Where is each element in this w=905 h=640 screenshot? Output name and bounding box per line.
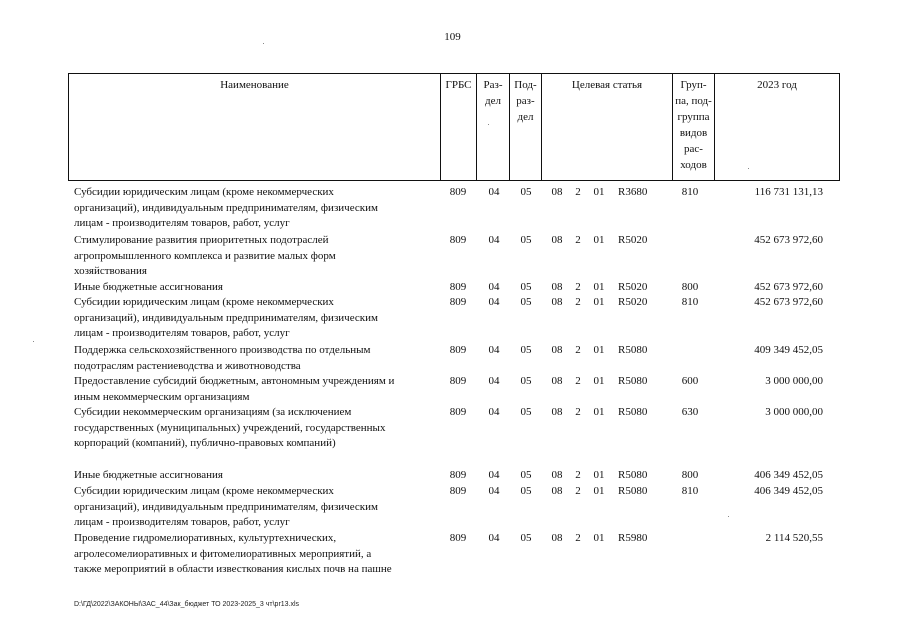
row-expense-group: 600: [681, 375, 699, 387]
row-name: Поддержка сельскохозяйственного производства по отдельным подотраслям растениеводства и животноводства: [74, 344, 371, 372]
row-target-program: 08: [551, 281, 563, 293]
header-grbs: ГРБС: [441, 74, 477, 180]
row-target-event: 01: [593, 375, 605, 387]
row-target-event: 01: [593, 281, 605, 293]
row-name: Иные бюджетные ассигнования: [74, 281, 223, 293]
row-target-subprogram: 2: [575, 532, 581, 544]
row-target-program: 08: [551, 186, 563, 198]
row-target-program: 08: [551, 406, 563, 418]
row-target-code: R5080: [618, 469, 648, 481]
row-target-event: 01: [593, 186, 605, 198]
row-target-subprogram: 2: [575, 406, 581, 418]
row-razdel: 04: [488, 296, 500, 308]
row-target-program: 08: [551, 485, 563, 497]
row-amount: 406 349 452,05: [754, 485, 823, 497]
row-target-code: R5980: [618, 532, 648, 544]
row-name: Субсидии юридическим лицам (кроме некоммерческих организаций), индивидуальным предпринимателям, физическим лицам - производителям товаров, работ, услуг: [74, 186, 378, 229]
row-amount: 3 000 000,00: [765, 375, 823, 387]
row-podrazdel: 05: [520, 281, 532, 293]
row-target-event: 01: [593, 296, 605, 308]
scan-speck: [263, 43, 264, 44]
header-razdel: Раз- дел: [477, 74, 510, 180]
row-target-event: 01: [593, 344, 605, 356]
row-target-subprogram: 2: [575, 469, 581, 481]
row-target-program: 08: [551, 344, 563, 356]
row-name: Стимулирование развития приоритетных подотраслей агропромышленного комплекса и развитие малых форм хозяйствования: [74, 234, 336, 277]
row-grbs: 809: [449, 532, 467, 544]
row-name: Субсидии юридическим лицам (кроме некоммерческих организаций), индивидуальным предпринимателям, физическим лицам - производителям товаров, работ, услуг: [74, 296, 378, 339]
row-expense-group: 630: [681, 406, 699, 418]
row-razdel: 04: [488, 234, 500, 246]
row-grbs: 809: [449, 469, 467, 481]
header-podrazdel: Под- раз- дел: [510, 74, 542, 180]
scan-speck: [488, 124, 489, 125]
row-grbs: 809: [449, 375, 467, 387]
row-name: Иные бюджетные ассигнования: [74, 469, 223, 481]
row-razdel: 04: [488, 406, 500, 418]
row-amount: 409 349 452,05: [754, 344, 823, 356]
row-target-code: R5080: [618, 406, 648, 418]
row-target-code: R5020: [618, 281, 648, 293]
row-podrazdel: 05: [520, 186, 532, 198]
row-grbs: 809: [449, 281, 467, 293]
row-podrazdel: 05: [520, 406, 532, 418]
row-amount: 2 114 520,55: [765, 532, 823, 544]
row-target-code: R3680: [618, 186, 648, 198]
row-target-subprogram: 2: [575, 296, 581, 308]
row-razdel: 04: [488, 344, 500, 356]
row-expense-group: 800: [681, 281, 699, 293]
row-target-program: 08: [551, 296, 563, 308]
row-target-subprogram: 2: [575, 344, 581, 356]
row-target-event: 01: [593, 485, 605, 497]
header-target-article: Целевая статья: [542, 74, 673, 180]
row-target-subprogram: 2: [575, 186, 581, 198]
row-target-subprogram: 2: [575, 375, 581, 387]
row-expense-group: 810: [681, 186, 699, 198]
row-target-code: R5080: [618, 375, 648, 387]
row-grbs: 809: [449, 406, 467, 418]
row-target-code: R5080: [618, 485, 648, 497]
row-target-event: 01: [593, 406, 605, 418]
row-razdel: 04: [488, 485, 500, 497]
scan-speck: [748, 168, 749, 169]
row-amount: 3 000 000,00: [765, 406, 823, 418]
row-razdel: 04: [488, 532, 500, 544]
row-razdel: 04: [488, 281, 500, 293]
row-target-program: 08: [551, 532, 563, 544]
row-podrazdel: 05: [520, 344, 532, 356]
row-podrazdel: 05: [520, 532, 532, 544]
row-grbs: 809: [449, 186, 467, 198]
header-year: 2023 год: [757, 79, 797, 91]
scan-speck: [728, 516, 729, 517]
row-name: Проведение гидромелиоративных, культуртехнических, агролесомелиоративных и фитомелиоративных мероприятий, а также мероприятий в области известкования кислых почв на пашне: [74, 532, 392, 575]
row-target-code: R5020: [618, 234, 648, 246]
row-grbs: 809: [449, 296, 467, 308]
scan-speck: [33, 341, 34, 342]
row-grbs: 809: [449, 485, 467, 497]
row-target-subprogram: 2: [575, 485, 581, 497]
header-expense-group: Груп- па, под- группа видов рас- ходов: [673, 74, 715, 180]
row-podrazdel: 05: [520, 485, 532, 497]
row-amount: 116 731 131,13: [754, 186, 823, 198]
row-target-code: R5020: [618, 296, 648, 308]
page-number: 109: [444, 31, 461, 43]
row-amount: 452 673 972,60: [754, 281, 823, 293]
row-razdel: 04: [488, 469, 500, 481]
row-expense-group: 810: [681, 485, 699, 497]
row-razdel: 04: [488, 375, 500, 387]
row-name: Субсидии некоммерческим организациям (за исключением государственных (муниципальных) учреждений, государственных корпораций (компаний), публично-правовых компаний): [74, 406, 386, 449]
row-target-program: 08: [551, 469, 563, 481]
row-grbs: 809: [449, 234, 467, 246]
row-name: Предоставление субсидий бюджетным, автономным учреждениям и иным некоммерческим организациям: [74, 375, 395, 403]
file-path: D:\ГД\2022\ЗАКОНЫ\ЗАС_44\Зак_бюджет ТО 2023-2025_3 чт\pr13.xls: [74, 601, 300, 608]
row-target-event: 01: [593, 469, 605, 481]
row-target-code: R5080: [618, 344, 648, 356]
row-amount: 406 349 452,05: [754, 469, 823, 481]
row-razdel: 04: [488, 186, 500, 198]
row-target-event: 01: [593, 234, 605, 246]
row-amount: 452 673 972,60: [754, 234, 823, 246]
row-expense-group: 810: [681, 296, 699, 308]
row-podrazdel: 05: [520, 375, 532, 387]
row-podrazdel: 05: [520, 469, 532, 481]
row-amount: 452 673 972,60: [754, 296, 823, 308]
row-target-program: 08: [551, 234, 563, 246]
row-target-subprogram: 2: [575, 234, 581, 246]
row-target-event: 01: [593, 532, 605, 544]
table-header: [68, 73, 840, 181]
row-name: Субсидии юридическим лицам (кроме некоммерческих организаций), индивидуальным предпринимателям, физическим лицам - производителям товаров, работ, услуг: [74, 485, 378, 528]
row-grbs: 809: [449, 344, 467, 356]
row-podrazdel: 05: [520, 296, 532, 308]
row-target-subprogram: 2: [575, 281, 581, 293]
header-name: Наименование: [69, 74, 441, 180]
row-target-program: 08: [551, 375, 563, 387]
row-podrazdel: 05: [520, 234, 532, 246]
row-expense-group: 800: [681, 469, 699, 481]
